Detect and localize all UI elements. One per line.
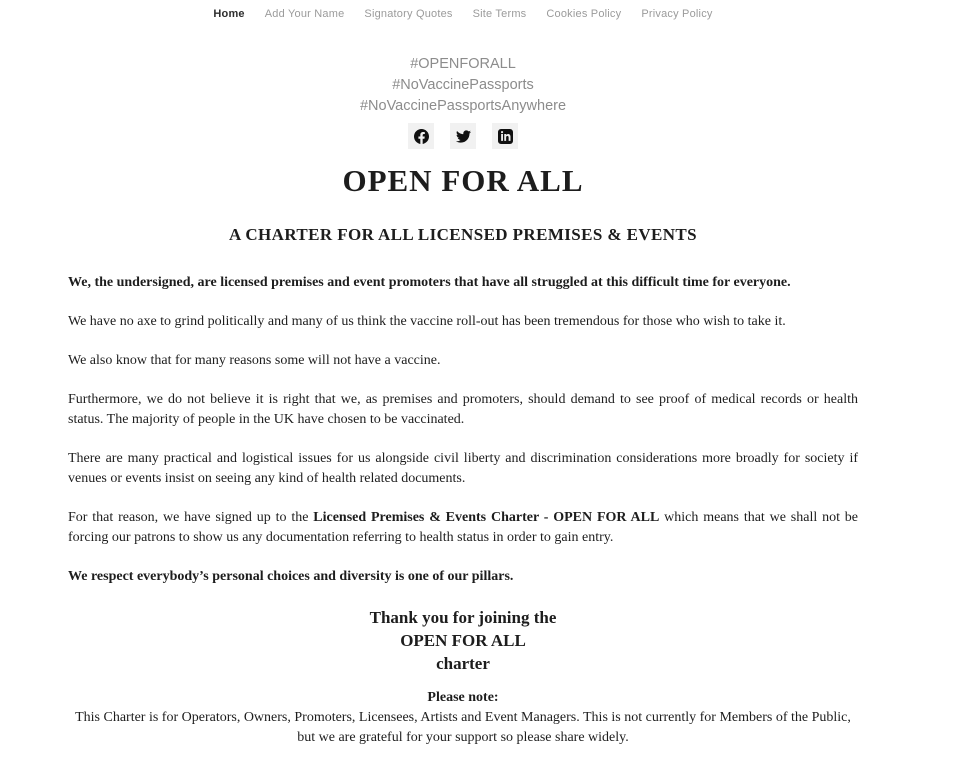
social-links [68, 123, 858, 149]
charter-paragraph-4: Furthermore, we do not believe it is right that we, as premises and promoters, should demand to see proof of medical records or health status. The majority of people in the UK have chosen to be vaccinated. [68, 392, 858, 427]
charter-paragraph-6-suffix: which means that we shall not be forcing our patrons to show us any documentation referring to health status in order to gain entry. [68, 510, 858, 545]
page-title: OPEN FOR ALL [342, 163, 584, 198]
charter-paragraph-6 [68, 508, 858, 548]
charter-paragraph-2: We have no axe to grind politically and many of us think the vaccine roll-out has been tremendous for those who wish to take it. [68, 314, 786, 329]
nav-link-add-your-name[interactable]: Add Your Name [264, 8, 345, 20]
charter-text [68, 273, 858, 587]
nav-link-site-terms[interactable]: Site Terms [472, 8, 527, 20]
charter-paragraph-1: We, the undersigned, are licensed premises and event promoters that have all struggled at this difficult time for everyone. [68, 275, 791, 290]
linkedin-button[interactable] [492, 123, 518, 149]
nav-link-home[interactable]: Home [213, 8, 245, 20]
top-navigation [68, 0, 858, 21]
facebook-icon [414, 129, 429, 144]
linkedin-icon [498, 129, 513, 144]
nav-link-signatory-quotes[interactable]: Signatory Quotes [364, 8, 453, 20]
charter-paragraph-3: We also know that for many reasons some will not have a vaccine. [68, 353, 441, 368]
charter-paragraph-6-prefix: For that reason, we have signed up to the [68, 510, 314, 525]
nav-link-privacy-policy[interactable]: Privacy Policy [641, 8, 713, 20]
please-note-heading: Please note: [427, 690, 499, 705]
page-subtitle: A CHARTER FOR ALL LICENSED PREMISES & EVENTS [228, 225, 698, 244]
nav-link-cookies-policy[interactable]: Cookies Policy [546, 8, 622, 20]
thank-you-line-2: OPEN FOR ALL [400, 631, 526, 650]
charter-paragraph-5: There are many practical and logistical issues for us alongside civil liberty and discrimination considerations more broadly for society if venues or events insist on seeing any kind of health related documents. [68, 451, 858, 486]
thank-you-block [68, 606, 858, 675]
twitter-button[interactable] [450, 123, 476, 149]
thank-you-line-1: Thank you for joining the [369, 608, 557, 627]
hashtag-novaccinepassports: #NoVaccinePassports [392, 77, 534, 93]
twitter-icon [456, 129, 471, 144]
charter-paragraph-6-bold: Licensed Premises & Events Charter - OPEN FOR ALL [313, 510, 660, 525]
facebook-button[interactable] [408, 123, 434, 149]
charter-paragraph-7: We respect everybody’s personal choices and diversity is one of our pillars. [68, 569, 514, 584]
hashtag-block [68, 54, 858, 117]
hashtag-openforall: #OPENFORALL [410, 56, 516, 72]
hashtag-novaccinepassportsanywhere: #NoVaccinePassportsAnywhere [359, 98, 567, 114]
page-container [68, 0, 858, 748]
thank-you-line-3: charter [436, 654, 490, 673]
please-note-block [68, 688, 858, 748]
please-note-body: This Charter is for Operators, Owners, Promoters, Licensees, Artists and Event Managers. This is not currently for Members of the Public, but we are grateful for your support so please share widely. [75, 710, 851, 745]
